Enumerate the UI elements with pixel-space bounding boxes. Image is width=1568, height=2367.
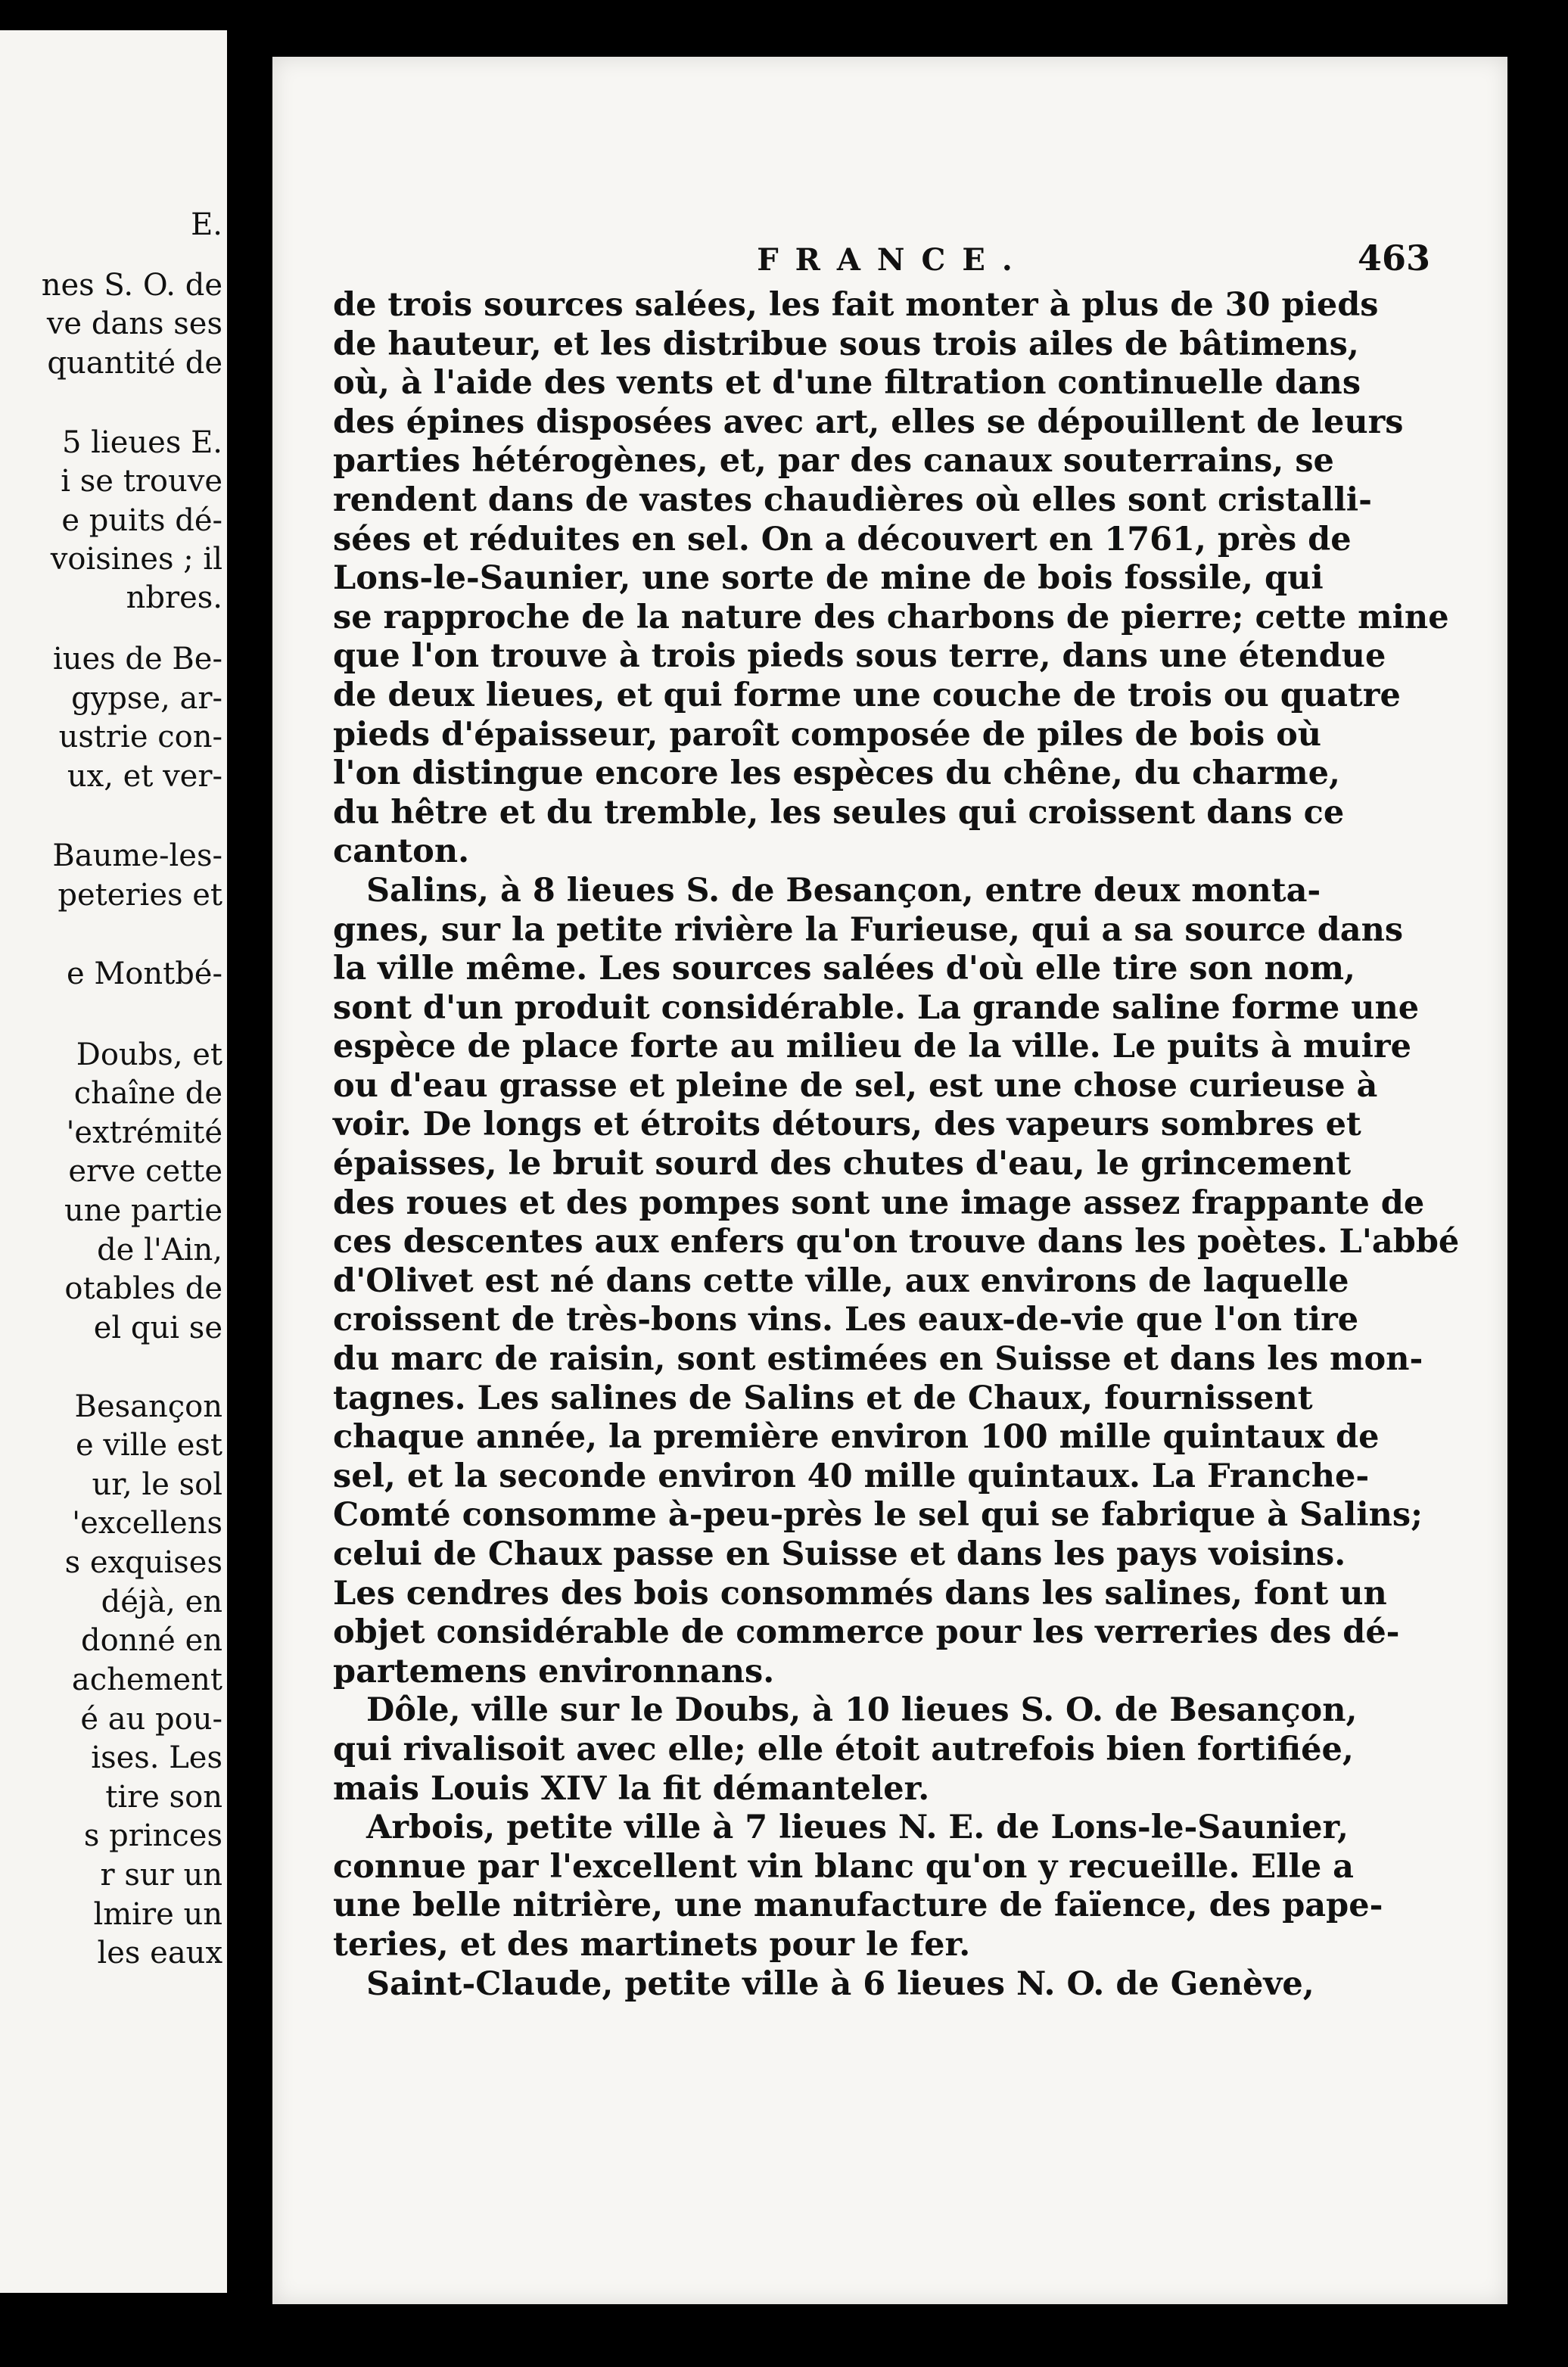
facing-page-line: ises. Les bbox=[91, 1740, 222, 1775]
text-line: ces descentes aux enfers qu'on trouve dans les poètes. L'abbé bbox=[333, 1223, 1460, 1261]
running-title: FRANCE. bbox=[757, 242, 1029, 278]
text-line: Salins, à 8 lieues S. de Besançon, entre deux monta- bbox=[366, 871, 1321, 910]
text-line: voir. De longs et étroits détours, des vapeurs sombres et bbox=[333, 1106, 1361, 1144]
page-number: 463 bbox=[1357, 238, 1430, 278]
text-line: parties hétérogènes, et, par des canaux souterrains, se bbox=[333, 442, 1334, 481]
text-line: sel, et la seconde environ 40 mille quintaux. La Franche- bbox=[333, 1457, 1370, 1495]
facing-page-line: e Montbé- bbox=[66, 956, 222, 991]
text-line: Arbois, petite ville à 7 lieues N. E. de Lons-le-Saunier, bbox=[366, 1809, 1349, 1847]
text-line: celui de Chaux passe en Suisse et dans les pays voisins. bbox=[333, 1535, 1346, 1573]
text-line: ou d'eau grasse et pleine de sel, est une chose curieuse à bbox=[333, 1066, 1378, 1105]
text-line: des épines disposées avec art, elles se dépouillent de leurs bbox=[333, 403, 1404, 441]
text-line: mais Louis XIV la fit démanteler. bbox=[333, 1769, 930, 1808]
text-line: épaisses, le bruit sourd des chutes d'eau, le grincement bbox=[333, 1145, 1352, 1184]
facing-page-line: quantité de bbox=[47, 346, 222, 381]
facing-page-line: e ville est bbox=[75, 1428, 222, 1463]
text-line: Dôle, ville sur le Doubs, à 10 lieues S. O. de Besançon, bbox=[366, 1691, 1358, 1730]
text-line: connue par l'excellent vin blanc qu'on y recueille. Elle a bbox=[333, 1847, 1355, 1886]
text-line: partemens environnans. bbox=[333, 1652, 775, 1690]
facing-page-line: chaîne de bbox=[73, 1076, 222, 1111]
text-line: où, à l'aide des vents et d'une filtration continuelle dans bbox=[333, 364, 1361, 403]
text-line: de deux lieues, et qui forme une couche de trois ou quatre bbox=[333, 676, 1401, 714]
facing-page-line: erve cette bbox=[68, 1154, 222, 1189]
facing-page-line: s princes bbox=[83, 1818, 222, 1853]
facing-page-line: iues de Be- bbox=[52, 642, 222, 677]
text-line: des roues et des pompes sont une image assez frappante de bbox=[333, 1184, 1425, 1222]
text-line: de trois sources salées, les fait monter à plus de 30 pieds bbox=[333, 286, 1379, 324]
text-line: Lons-le-Saunier, une sorte de mine de bois fossile, qui bbox=[333, 559, 1324, 598]
facing-page-line: une partie bbox=[64, 1193, 222, 1228]
text-line: Saint-Claude, petite ville à 6 lieues N. O. de Genève, bbox=[366, 1964, 1314, 2003]
facing-page-line: 5 lieues E. bbox=[61, 425, 222, 460]
facing-page-line: E. bbox=[191, 207, 222, 242]
text-line: d'Olivet est né dans cette ville, aux environs de laquelle bbox=[333, 1261, 1349, 1300]
facing-page-fragment bbox=[0, 30, 227, 2293]
facing-page-line: les eaux bbox=[97, 1936, 222, 1970]
running-head bbox=[341, 238, 1445, 288]
facing-page-line: Besançon bbox=[74, 1389, 222, 1424]
text-line: tagnes. Les salines de Salins et de Chaux, fournissent bbox=[333, 1379, 1313, 1417]
facing-page-line: voisines ; il bbox=[50, 542, 222, 577]
facing-page-line: ux, et ver- bbox=[67, 759, 222, 794]
facing-page-line: déjà, en bbox=[101, 1585, 222, 1619]
facing-page-line: donné en bbox=[80, 1623, 222, 1658]
facing-page-line: 'extrémité bbox=[66, 1115, 222, 1150]
text-line: se rapproche de la nature des charbons de pierre; cette mine bbox=[333, 598, 1449, 636]
body-text bbox=[333, 286, 1460, 2004]
text-line: canton. bbox=[333, 832, 470, 871]
text-line: Comté consomme à-peu-près le sel qui se fabrique à Salins; bbox=[333, 1496, 1423, 1535]
text-line: chaque année, la première environ 100 mille quintaux de bbox=[333, 1418, 1380, 1457]
facing-page-line: s exquises bbox=[64, 1545, 222, 1580]
text-line: rendent dans de vastes chaudières où elles sont cristalli- bbox=[333, 481, 1372, 519]
text-line: croissent de très-bons vins. Les eaux-de-vie que l'on tire bbox=[333, 1301, 1359, 1339]
text-line: espèce de place forte au milieu de la ville. Le puits à muire bbox=[333, 1028, 1411, 1066]
facing-page-line: achement bbox=[71, 1662, 222, 1697]
text-line: l'on distingue encore les espèces du chêne, du charme, bbox=[333, 754, 1340, 793]
facing-page-line: Doubs, et bbox=[76, 1037, 222, 1072]
facing-page-line: r sur un bbox=[100, 1858, 222, 1893]
facing-page-line: lmire un bbox=[93, 1897, 222, 1932]
facing-page-line: tire son bbox=[105, 1780, 222, 1815]
facing-page-line: gypse, ar- bbox=[71, 681, 222, 716]
text-line: du hêtre et du tremble, les seules qui croissent dans ce bbox=[333, 793, 1345, 832]
facing-page-line: ustrie con- bbox=[58, 720, 222, 754]
page-gutter bbox=[227, 0, 272, 2367]
facing-page-line: i se trouve bbox=[61, 464, 222, 499]
facing-page-line: otables de bbox=[64, 1271, 222, 1306]
text-line: la ville même. Les sources salées d'où elle tire son nom, bbox=[333, 950, 1355, 988]
book-page bbox=[272, 57, 1507, 2304]
facing-page-line: ur, le sol bbox=[92, 1467, 222, 1502]
facing-page-line: e puits dé- bbox=[61, 503, 222, 538]
text-line: sont d'un produit considérable. La grande saline forme une bbox=[333, 988, 1420, 1027]
facing-page-line: é au pou- bbox=[80, 1702, 222, 1737]
facing-page-line: el qui se bbox=[93, 1311, 222, 1345]
facing-page-line: de l'Ain, bbox=[97, 1233, 222, 1267]
facing-page-line: nes S. O. de bbox=[41, 268, 222, 303]
text-line: une belle nitrière, une manufacture de faïence, des pape- bbox=[333, 1886, 1383, 1925]
text-line: gnes, sur la petite rivière la Furieuse, qui a sa source dans bbox=[333, 910, 1404, 949]
text-line: que l'on trouve à trois pieds sous terre, dans une étendue bbox=[333, 637, 1386, 676]
text-line: qui rivalisoit avec elle; elle étoit autrefois bien fortifiée, bbox=[333, 1730, 1354, 1768]
text-line: objet considérable de commerce pour les verreries des dé- bbox=[333, 1613, 1400, 1652]
facing-page-line: Baume-les- bbox=[52, 838, 222, 873]
facing-page-line: 'excellens bbox=[72, 1506, 222, 1541]
text-line: Les cendres des bois consommés dans les salines, font un bbox=[333, 1574, 1387, 1613]
text-line: sées et réduites en sel. On a découvert en 1761, près de bbox=[333, 520, 1352, 558]
facing-page-line: nbres. bbox=[126, 580, 222, 615]
text-line: de hauteur, et les distribue sous trois ailes de bâtimens, bbox=[333, 325, 1359, 363]
text-line: pieds d'épaisseur, paroît composée de piles de bois où bbox=[333, 715, 1322, 754]
text-line: teries, et des martinets pour le fer. bbox=[333, 1925, 971, 1964]
text-line: du marc de raisin, sont estimées en Suisse et dans les mon- bbox=[333, 1340, 1423, 1379]
facing-page-line: ve dans ses bbox=[46, 306, 222, 341]
facing-page-line: peteries et bbox=[58, 878, 222, 913]
